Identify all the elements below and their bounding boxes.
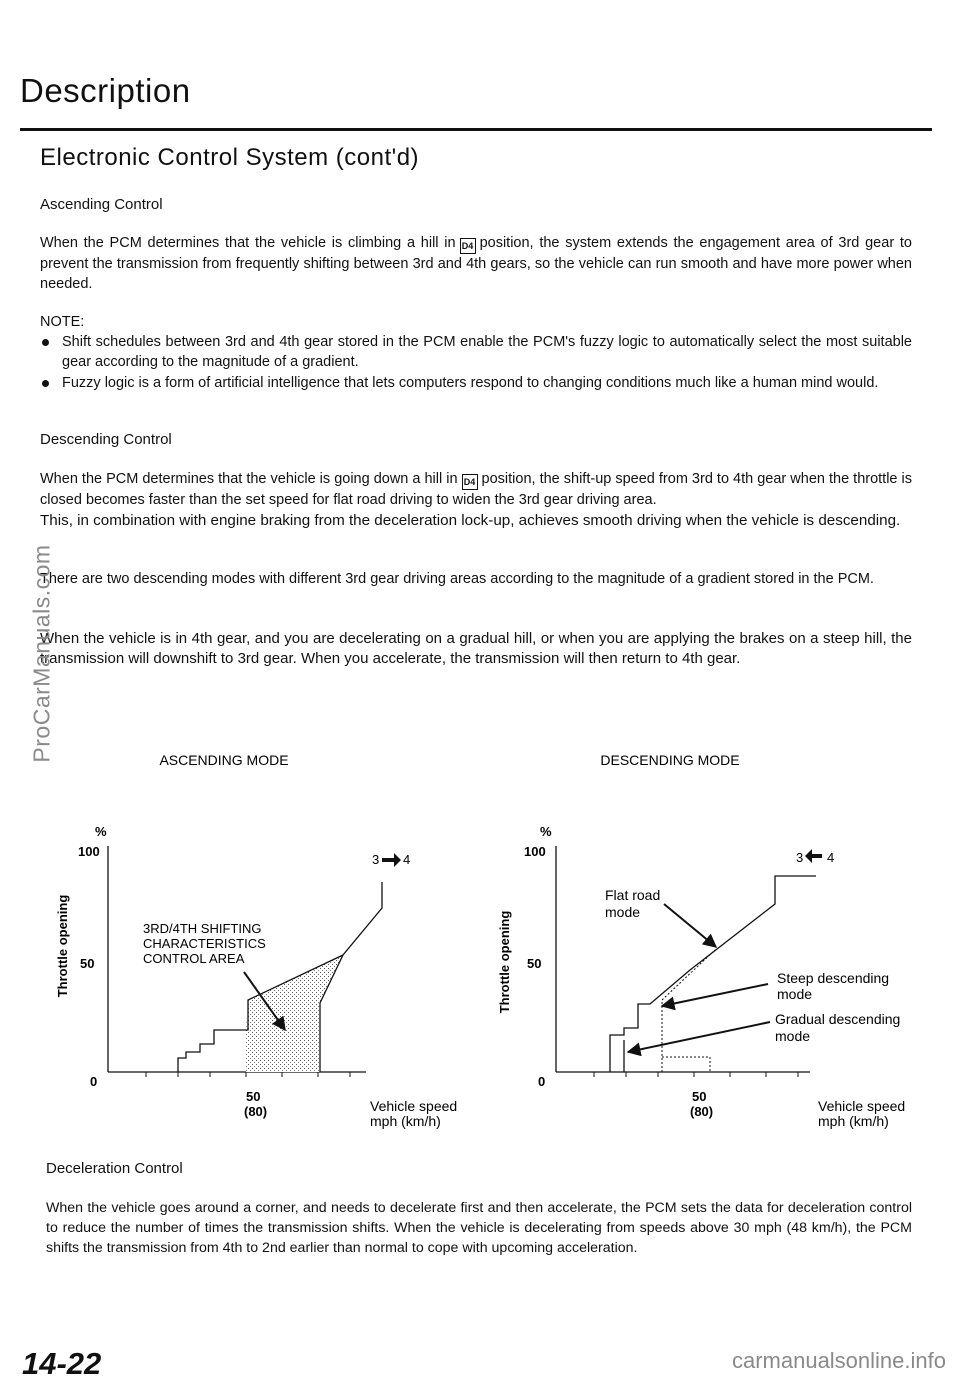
area-label-line-3: CONTROL AREA — [143, 951, 245, 966]
ascending-shift-3: 3 — [372, 852, 380, 867]
gradual-label-1: Gradual descending — [775, 1011, 901, 1027]
ascending-y-tick-0: 0 — [90, 1074, 98, 1089]
descending-steep-line — [662, 950, 715, 1072]
note-bullet-2: Fuzzy logic is a form of artificial intelligence that lets computers respond to changing conditions much like a human mind would. — [62, 375, 879, 391]
flat-road-pointer — [664, 904, 716, 947]
title-divider — [20, 128, 932, 131]
ascending-control-area — [246, 955, 343, 1072]
ascending-y-label: Throttle opening — [55, 894, 70, 998]
page-number: 14-22 — [22, 1346, 102, 1381]
ascending-text-start: When the PCM determines that the vehicle is climbing a hill in — [40, 235, 456, 251]
bottom-watermark: carmanualsonline.info — [731, 1348, 946, 1373]
descending-paragraph-1 — [40, 469, 912, 510]
descending-text-start: When the PCM determines that the vehicle is going down a hill in — [40, 471, 458, 487]
descending-y-tick-100: 100 — [524, 844, 546, 859]
side-watermark: ProCarManuals.com — [28, 544, 55, 763]
descending-x-unit: mph (km/h) — [818, 1113, 889, 1129]
ascending-heading: Ascending Control — [40, 196, 163, 213]
ascending-paragraph — [40, 233, 912, 294]
downshift-arrow-icon — [805, 849, 822, 863]
ascending-x-tick-mph: 50 — [246, 1089, 261, 1104]
ascending-x-tick-kmh: (80) — [244, 1104, 268, 1119]
upshift-arrow-icon — [382, 853, 401, 867]
area-label-line-2: CHARACTERISTICS — [143, 936, 266, 951]
bullet-dot — [42, 339, 49, 346]
ascending-x-unit: mph (km/h) — [370, 1113, 441, 1129]
ascending-chart-title: ASCENDING MODE — [159, 752, 289, 768]
descending-heading: Descending Control — [40, 431, 172, 448]
note-bullet-1: Shift schedules between 3rd and 4th gear stored in the PCM enable the PCM's fuzzy logic to automatically select the most suitable gear according to the magnitude of a gradient. — [62, 334, 912, 370]
descending-gradual-line — [662, 1057, 710, 1072]
ascending-text-end: position, the system extends the engagement area of 3rd gear to prevent the transmission from frequently shifting between 3rd and 4th gears, so the vehicle can run smooth and have more power when needed. — [40, 235, 912, 292]
descending-y-tick-0: 0 — [538, 1074, 546, 1089]
d4-position-icon: D4 — [460, 238, 476, 254]
ascending-y-unit: % — [95, 824, 107, 839]
steep-pointer — [662, 984, 768, 1006]
deceleration-heading: Deceleration Control — [46, 1160, 183, 1177]
descending-x-tick-kmh: (80) — [690, 1104, 714, 1119]
flat-road-label-2: mode — [605, 904, 641, 920]
ascending-shift-4: 4 — [403, 852, 411, 867]
descending-y-unit: % — [540, 824, 552, 839]
area-label-line-1: 3RD/4TH SHIFTING — [143, 921, 262, 936]
gradual-label-2: mode — [775, 1028, 811, 1044]
descending-paragraph-3: When the vehicle is in 4th gear, and you are decelerating on a gradual hill, or when you are applying the brakes on a steep hill, the transmission will downshift to 3rd gear. When you accelerate, the transmission will then return to 4th gear. — [40, 630, 912, 667]
page-title: Description — [20, 72, 191, 109]
descending-chart-title: DESCENDING MODE — [600, 752, 740, 768]
descending-chart — [497, 752, 905, 1129]
descending-text-end: position, the shift-up speed from 3rd to 4th gear when the throttle is closed becomes faster than the set speed for flat road driving to widen the 3rd gear driving area. — [40, 471, 912, 508]
section-subtitle: Electronic Control System (cont'd) — [40, 144, 420, 171]
d4-position-icon: D4 — [462, 474, 478, 490]
descending-y-label: Throttle opening — [497, 910, 512, 1014]
bullet-dot — [42, 380, 49, 387]
ascending-y-tick-50: 50 — [80, 956, 95, 971]
flat-road-label-1: Flat road — [605, 887, 661, 903]
steep-label-1: Steep descending — [777, 970, 890, 986]
descending-paragraph-2: There are two descending modes with different 3rd gear driving areas according to the magnitude of a gradient stored in the PCM. — [40, 571, 874, 587]
note-label: NOTE: — [40, 314, 85, 330]
gradual-pointer — [628, 1022, 770, 1052]
steep-label-2: mode — [777, 986, 813, 1002]
ascending-chart — [55, 752, 457, 1129]
descending-x-label: Vehicle speed — [818, 1098, 906, 1114]
descending-shift-4: 4 — [827, 850, 835, 865]
ascending-y-tick-100: 100 — [78, 844, 100, 859]
ascending-x-label: Vehicle speed — [370, 1098, 458, 1114]
mode-charts — [0, 740, 960, 1140]
descending-paragraph-1b: This, in combination with engine braking from the deceleration lock-up, achieves smooth driving when the vehicle is descending. — [40, 512, 901, 529]
deceleration-paragraph: When the vehicle goes around a corner, and needs to decelerate first and then accelerate, the PCM sets the data for deceleration control to reduce the number of times the transmission shifts. When the vehicle is decelerating from speeds above 30 mph (48 km/h), the PCM shifts the transmission from 4th to 2nd earlier than normal to cope with upcoming acceleration. — [46, 1200, 912, 1256]
descending-shift-3: 3 — [796, 850, 804, 865]
descending-y-tick-50: 50 — [527, 956, 542, 971]
descending-x-tick-mph: 50 — [692, 1089, 707, 1104]
